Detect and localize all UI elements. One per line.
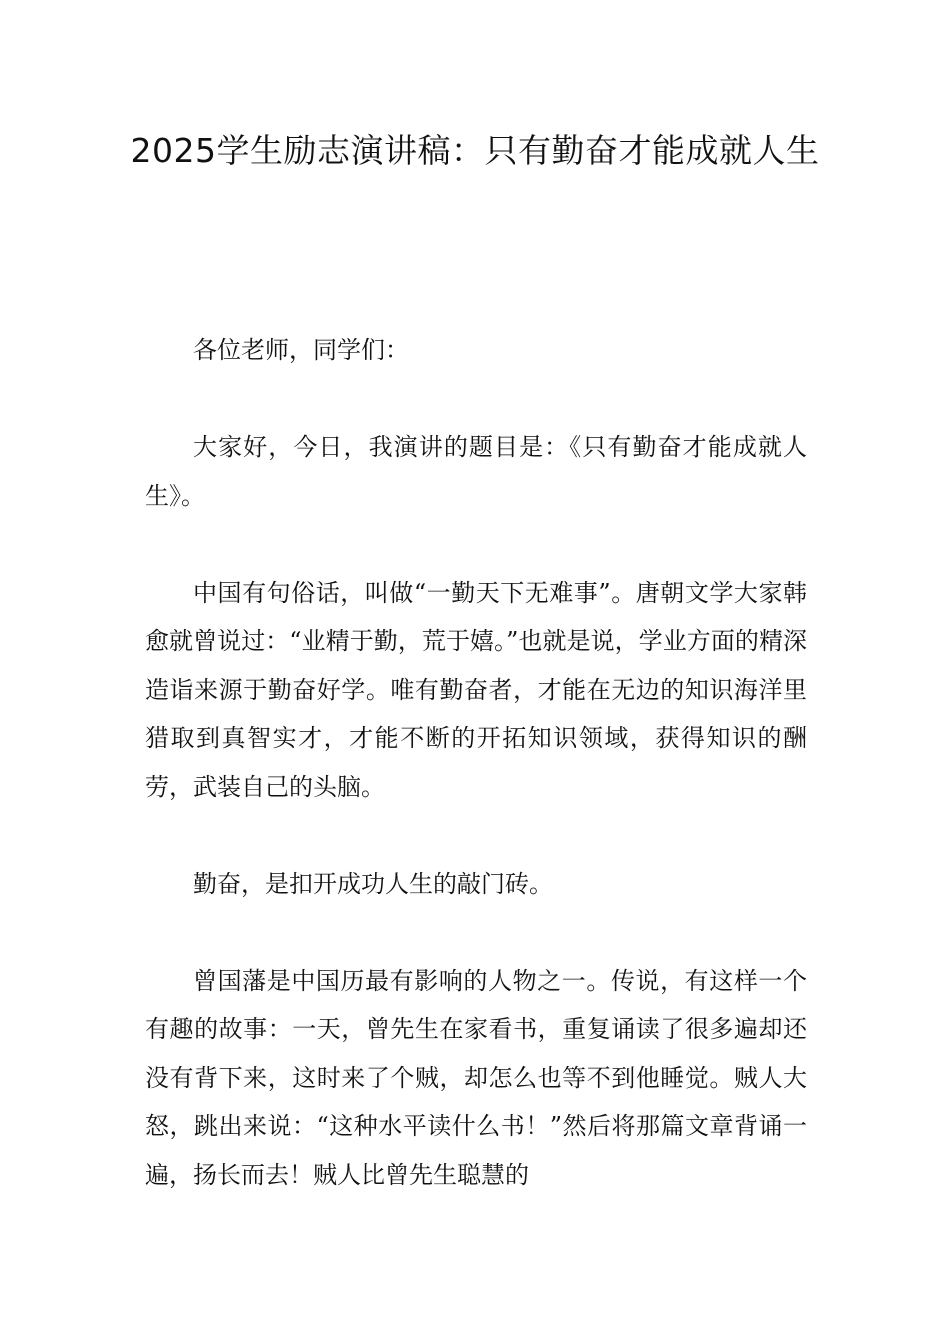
paragraph-intro: 大家好，今日，我演讲的题目是：《只有勤奋才能成就人生》。 <box>145 433 807 510</box>
paragraph-story: 曾国藩是中国历最有影响的人物之一。传说，有这样一个有趣的故事：一天，曾先生在家看书，重复诵读了很多遍却还没有背下来，这时来了个贼，却怎么也等不到他睡觉。贼人大怒，跳出来说：“这种水平读什么书！”然后将那篇文章背诵一遍，扬长而去！贼人比曾先生聪慧的 <box>145 966 807 1189</box>
paragraph-greeting: 各位老师，同学们： <box>193 336 409 364</box>
document-body <box>145 326 807 1248</box>
paragraph-thesis: 勤奋，是扣开成功人生的敲门砖。 <box>193 869 553 898</box>
document-title: 2025学生励志演讲稿：只有勤奋才能成就人生 <box>130 131 820 170</box>
paragraph-proverb: 中国有句俗话，叫做“一勤天下无难事”。唐朝文学大家韩愈就曾说过：“业精于勤，荒于嬉。”也就是说，学业方面的精深造诣来源于勤奋好学。唯有勤奋者，才能在无边的知识海洋里猎取到真智实才，才能不断的开拓知识领域，获得知识的酬劳，武装自己的头脑。 <box>145 578 807 801</box>
